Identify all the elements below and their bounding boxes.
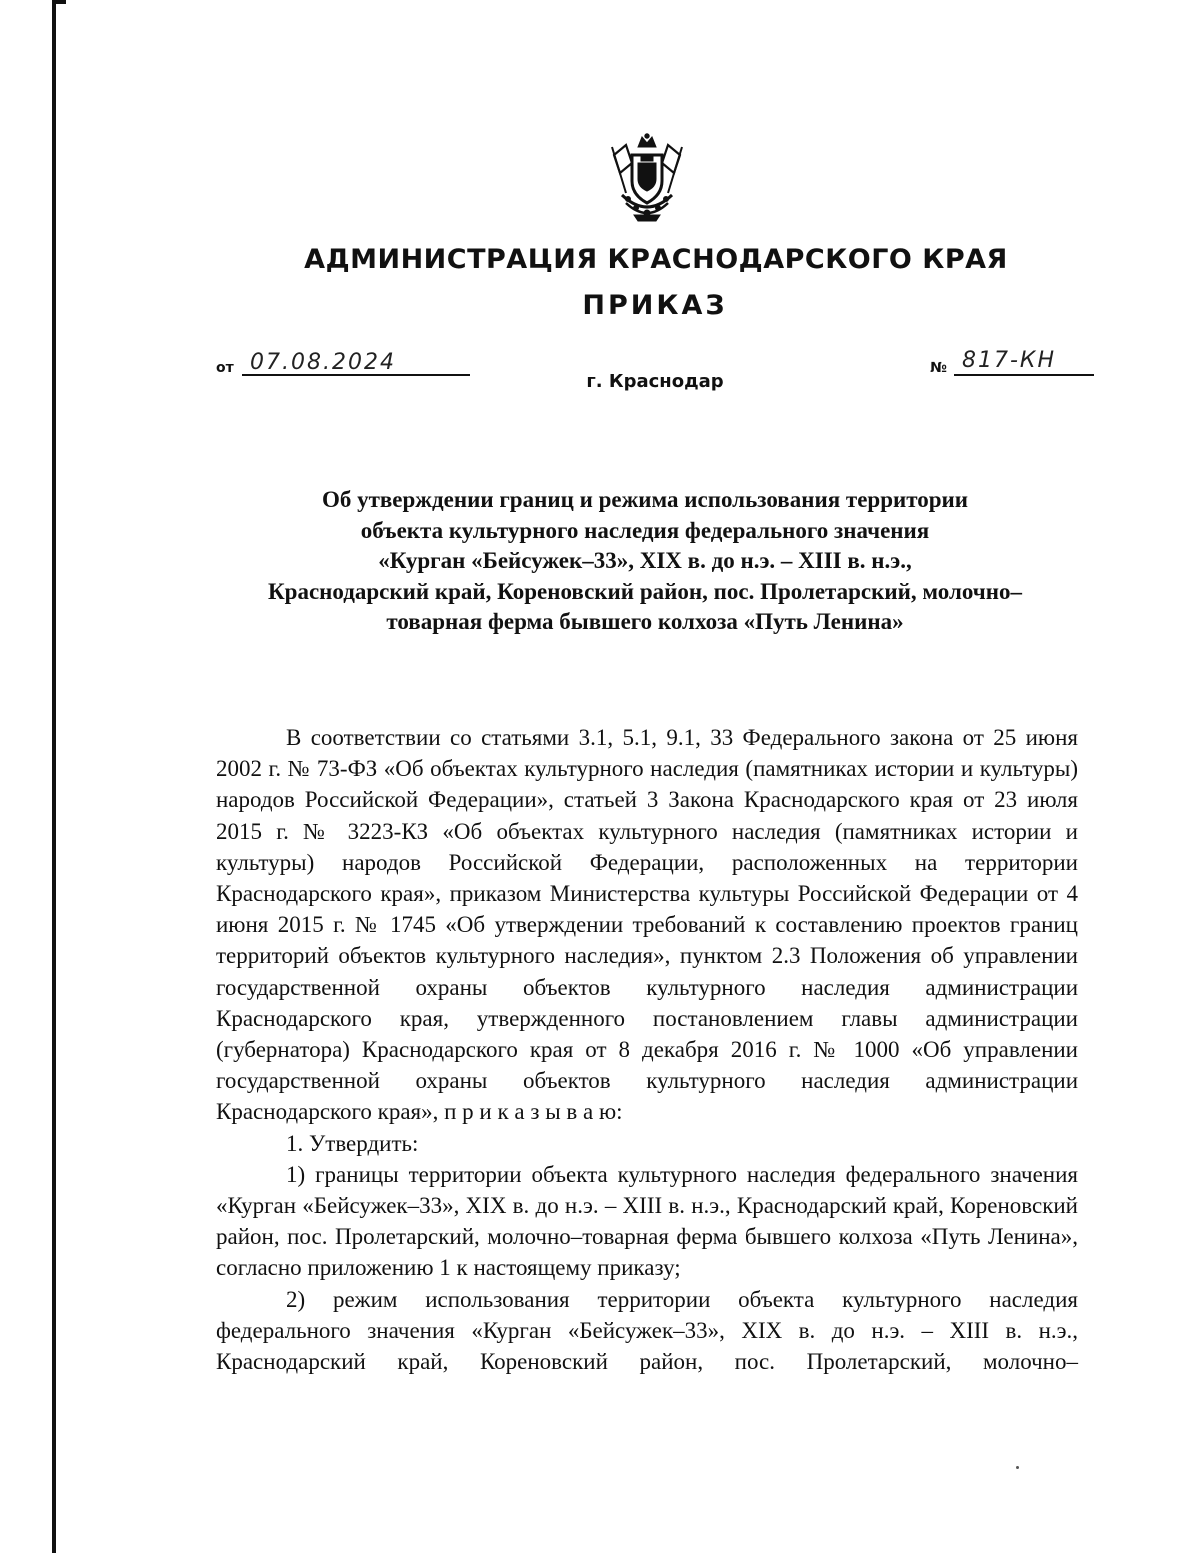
order-word: п р и к а з ы в а ю: xyxy=(444,1099,623,1125)
document-title xyxy=(200,485,1090,638)
number-prefix: № xyxy=(930,360,947,376)
item-1: 1. Утвердить: xyxy=(286,1130,419,1156)
preamble-text: В соответствии со статьями 3.1, 5.1, 9.1, 33 Федерального закона от 25 июня 2002 г. № 73-ФЗ «Об объектах культурного наследия (памятниках истории и культуры) народов Российской Федерации», статьей 3 Закона Краснодарского края от 23 июля 2015 г. № 3223-КЗ «Об объектах культурного наследия (памятниках истории и культуры) народов Российской Федерации, расположенных на территории Краснодарского края», приказом Министерства культуры Российской Федерации от 4 июня 2015 г. № 1745 «Об утверждении требований к составлению проектов границ территорий объектов культурного наследия», пунктом 2.3 Положения об управлении государственной охраны объектов культурного наследия администрации Краснодарского края, утвержденного постановлением главы администрации (губернатора) Краснодарского края от 8 декабря 2016 г. № 1000 «Об управлении государственной охраны объектов культурного наследия администрации Краснодарского края», xyxy=(216,725,1078,1125)
document-type: ПРИКАЗ xyxy=(582,290,728,321)
organization-name: АДМИНИСТРАЦИЯ КРАСНОДАРСКОГО КРАЯ xyxy=(304,244,1008,275)
scan-border-edge xyxy=(52,0,56,1553)
preamble-paragraph xyxy=(216,722,1078,1128)
date-handwritten: 07.08.2024 xyxy=(250,350,396,375)
document-body xyxy=(216,722,1078,1377)
title-line: объекта культурного наследия федерального значения xyxy=(360,517,930,543)
title-line: Краснодарский край, Кореновский район, пос. Пролетарский, молочно– xyxy=(267,578,1022,604)
title-line: «Курган «Бейсужек–33», XIX в. до н.э. – XIII в. н.э., xyxy=(378,548,912,573)
title-line: Об утверждении границ и режима использования территории xyxy=(321,487,969,512)
number-handwritten: 817-КН xyxy=(962,348,1057,373)
item-1-1: 1) границы территории объекта культурного наследия федерального значения «Курган «Бейсужек–33», XIX в. до н.э. – XIII в. н.э., Краснодарский край, Кореновский район, пос. Пролетарский, молочно–товарная ферма бывшего колхоза «Путь Ленина», согласно приложению 1 к настоящему приказу; xyxy=(216,1161,1078,1281)
coat-of-arms-icon xyxy=(608,133,686,223)
title-line: товарная ферма бывшего колхоза «Путь Ленина» xyxy=(386,609,904,634)
date-prefix: от xyxy=(216,360,234,376)
scan-speck xyxy=(1016,1466,1019,1469)
scan-border-corner xyxy=(52,0,66,14)
item-1-2: 2) режим использования территории объекта культурного наследия федерального значения «Курган «Бейсужек–33», XIX в. до н.э. – XIII в. н.э., Краснодарский край, Кореновский район, пос. Пролетарский, молочно– xyxy=(216,1286,1078,1375)
city: г. Краснодар xyxy=(586,371,724,392)
